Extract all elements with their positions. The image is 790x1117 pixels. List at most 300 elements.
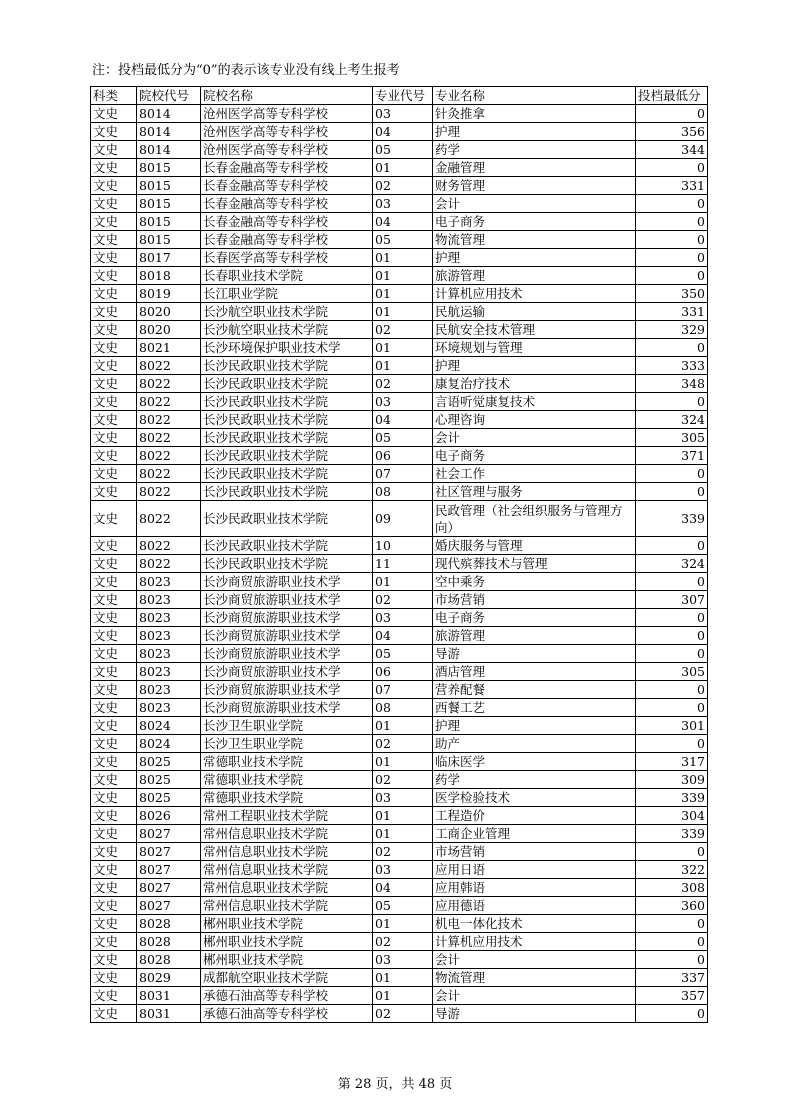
cell-school-name: 承德石油高等专科学校 [201,1005,373,1023]
cell-major-code: 01 [373,303,433,321]
cell-school-code: 8022 [137,555,201,573]
table-row [91,699,708,717]
cell-min-score: 309 [636,771,708,789]
cell-category: 文史 [91,951,137,969]
cell-major-name: 护理 [433,717,636,735]
cell-major-name: 社区管理与服务 [433,483,636,501]
table-body [91,105,708,1023]
cell-school-name: 长沙民政职业技术学院 [201,393,373,411]
cell-category: 文史 [91,717,137,735]
cell-school-code: 8015 [137,231,201,249]
page-footer [0,1073,790,1092]
cell-school-name: 承德石油高等专科学校 [201,987,373,1005]
cell-school-code: 8022 [137,501,201,537]
cell-major-code: 03 [373,609,433,627]
cell-major-code: 01 [373,573,433,591]
cell-school-code: 8027 [137,843,201,861]
cell-school-code: 8025 [137,789,201,807]
cell-min-score: 0 [636,483,708,501]
cell-major-name: 旅游管理 [433,627,636,645]
table-row [91,465,708,483]
table-row [91,843,708,861]
cell-school-code: 8020 [137,321,201,339]
table-row [91,609,708,627]
cell-school-code: 8027 [137,879,201,897]
table-row [91,483,708,501]
table-row [91,933,708,951]
table-row [91,375,708,393]
cell-school-name: 常州信息职业技术学院 [201,879,373,897]
cell-category: 文史 [91,321,137,339]
cell-category: 文史 [91,825,137,843]
cell-major-code: 04 [373,879,433,897]
table-row [91,267,708,285]
cell-major-code: 03 [373,105,433,123]
cell-major-code: 03 [373,393,433,411]
cell-major-name: 药学 [433,771,636,789]
cell-category: 文史 [91,465,137,483]
cell-category: 文史 [91,141,137,159]
table-row [91,447,708,465]
cell-major-name: 助产 [433,735,636,753]
cell-min-score: 0 [636,951,708,969]
table-row [91,735,708,753]
cell-major-name: 市场营销 [433,591,636,609]
cell-category: 文史 [91,591,137,609]
table-row [91,807,708,825]
cell-school-code: 8023 [137,681,201,699]
cell-major-name: 酒店管理 [433,663,636,681]
cell-school-name: 长春金融高等专科学校 [201,159,373,177]
cell-school-name: 长沙卫生职业学院 [201,735,373,753]
cell-school-name: 长沙民政职业技术学院 [201,375,373,393]
cell-major-code: 08 [373,699,433,717]
cell-school-name: 长沙民政职业技术学院 [201,357,373,375]
header-school-name: 院校名称 [201,87,373,105]
cell-major-code: 01 [373,807,433,825]
cell-school-name: 郴州职业技术学院 [201,915,373,933]
cell-category: 文史 [91,159,137,177]
cell-school-code: 8023 [137,627,201,645]
cell-major-name: 临床医学 [433,753,636,771]
cell-min-score: 0 [636,735,708,753]
cell-school-code: 8031 [137,987,201,1005]
cell-major-name: 西餐工艺 [433,699,636,717]
cell-school-code: 8017 [137,249,201,267]
cell-major-code: 05 [373,645,433,663]
cell-school-code: 8022 [137,429,201,447]
cell-school-code: 8023 [137,609,201,627]
cell-category: 文史 [91,555,137,573]
cell-major-code: 01 [373,159,433,177]
cell-category: 文史 [91,123,137,141]
cell-min-score: 0 [636,915,708,933]
cell-min-score: 324 [636,555,708,573]
table-row [91,1005,708,1023]
cell-min-score: 317 [636,753,708,771]
cell-major-name: 民政管理（社会组织服务与管理方向） [433,501,636,537]
cell-category: 文史 [91,915,137,933]
cell-school-code: 8014 [137,141,201,159]
cell-major-name: 营养配餐 [433,681,636,699]
cell-school-code: 8022 [137,411,201,429]
cell-major-name: 工程造价 [433,807,636,825]
cell-school-name: 长沙商贸旅游职业技术学 [201,645,373,663]
cell-school-name: 长沙民政职业技术学院 [201,483,373,501]
table-row [91,357,708,375]
cell-school-code: 8028 [137,951,201,969]
cell-major-name: 婚庆服务与管理 [433,537,636,555]
cell-major-code: 11 [373,555,433,573]
cell-min-score: 305 [636,663,708,681]
cell-major-code: 04 [373,411,433,429]
cell-category: 文史 [91,969,137,987]
cell-major-code: 08 [373,483,433,501]
cell-major-code: 05 [373,897,433,915]
cell-major-name: 应用德语 [433,897,636,915]
cell-major-name: 环境规划与管理 [433,339,636,357]
cell-category: 文史 [91,771,137,789]
cell-school-name: 长春金融高等专科学校 [201,177,373,195]
cell-min-score: 0 [636,213,708,231]
cell-major-code: 03 [373,789,433,807]
cell-school-code: 8023 [137,663,201,681]
cell-school-code: 8019 [137,285,201,303]
table-row [91,861,708,879]
cell-category: 文史 [91,735,137,753]
cell-min-score: 0 [636,537,708,555]
table-row [91,987,708,1005]
cell-min-score: 0 [636,843,708,861]
cell-major-code: 09 [373,501,433,537]
cell-major-name: 现代殡葬技术与管理 [433,555,636,573]
cell-major-name: 空中乘务 [433,573,636,591]
cell-major-code: 02 [373,1005,433,1023]
cell-major-name: 旅游管理 [433,267,636,285]
cell-major-code: 03 [373,861,433,879]
header-min-score: 投档最低分 [636,87,708,105]
cell-major-name: 导游 [433,645,636,663]
cell-category: 文史 [91,573,137,591]
table-row [91,645,708,663]
cell-min-score: 0 [636,267,708,285]
table-row [91,321,708,339]
cell-major-code: 04 [373,213,433,231]
cell-school-code: 8015 [137,195,201,213]
cell-category: 文史 [91,663,137,681]
cell-min-score: 304 [636,807,708,825]
cell-min-score: 0 [636,933,708,951]
cell-major-code: 02 [373,843,433,861]
cell-min-score: 0 [636,1005,708,1023]
cell-school-code: 8027 [137,861,201,879]
cell-category: 文史 [91,861,137,879]
cell-school-name: 成都航空职业技术学院 [201,969,373,987]
cell-major-code: 03 [373,195,433,213]
cell-category: 文史 [91,879,137,897]
cell-school-name: 长沙卫生职业学院 [201,717,373,735]
cell-category: 文史 [91,681,137,699]
cell-school-name: 长春职业技术学院 [201,267,373,285]
cell-school-code: 8015 [137,177,201,195]
cell-major-name: 电子商务 [433,213,636,231]
cell-school-code: 8024 [137,717,201,735]
cell-major-code: 02 [373,177,433,195]
table-row [91,411,708,429]
cell-school-code: 8022 [137,393,201,411]
cell-min-score: 0 [636,573,708,591]
cell-min-score: 337 [636,969,708,987]
cell-min-score: 0 [636,195,708,213]
cell-min-score: 0 [636,159,708,177]
header-major-name: 专业名称 [433,87,636,105]
cell-school-code: 8025 [137,753,201,771]
cell-school-code: 8022 [137,537,201,555]
cell-major-name: 护理 [433,357,636,375]
table-row [91,501,708,537]
cell-major-code: 01 [373,357,433,375]
cell-school-name: 长沙商贸旅游职业技术学 [201,681,373,699]
cell-category: 文史 [91,105,137,123]
table-row [91,105,708,123]
admission-score-table [90,86,708,1023]
cell-min-score: 371 [636,447,708,465]
table-row [91,825,708,843]
cell-major-code: 10 [373,537,433,555]
cell-school-name: 长沙民政职业技术学院 [201,429,373,447]
table-row [91,879,708,897]
cell-min-score: 0 [636,609,708,627]
cell-major-code: 02 [373,375,433,393]
cell-school-code: 8022 [137,375,201,393]
cell-major-name: 民航安全技术管理 [433,321,636,339]
cell-major-name: 物流管理 [433,969,636,987]
table-row [91,753,708,771]
cell-major-code: 05 [373,429,433,447]
cell-major-name: 计算机应用技术 [433,933,636,951]
cell-school-name: 常州信息职业技术学院 [201,897,373,915]
cell-school-name: 常州信息职业技术学院 [201,843,373,861]
cell-min-score: 0 [636,627,708,645]
cell-major-code: 07 [373,681,433,699]
cell-min-score: 0 [636,105,708,123]
cell-major-code: 01 [373,915,433,933]
cell-school-code: 8022 [137,465,201,483]
cell-major-name: 护理 [433,123,636,141]
cell-school-name: 常州信息职业技术学院 [201,825,373,843]
cell-min-score: 0 [636,231,708,249]
cell-category: 文史 [91,699,137,717]
table-row [91,789,708,807]
cell-school-code: 8027 [137,825,201,843]
cell-category: 文史 [91,1005,137,1023]
table-row [91,393,708,411]
cell-min-score: 350 [636,285,708,303]
cell-school-code: 8022 [137,357,201,375]
cell-category: 文史 [91,429,137,447]
cell-category: 文史 [91,987,137,1005]
cell-min-score: 0 [636,465,708,483]
table-row [91,969,708,987]
cell-school-name: 长沙民政职业技术学院 [201,501,373,537]
page-note: 注：投档最低分为“0”的表示该专业没有线上考生报考 [92,63,400,78]
cell-major-name: 计算机应用技术 [433,285,636,303]
cell-category: 文史 [91,375,137,393]
cell-school-name: 长沙环境保护职业技术学 [201,339,373,357]
cell-school-name: 常州工程职业技术学院 [201,807,373,825]
cell-school-code: 8022 [137,483,201,501]
cell-category: 文史 [91,303,137,321]
cell-school-code: 8023 [137,699,201,717]
cell-major-name: 心理咨询 [433,411,636,429]
cell-school-name: 长沙民政职业技术学院 [201,411,373,429]
table-row [91,573,708,591]
cell-category: 文史 [91,231,137,249]
header-category: 科类 [91,87,137,105]
table-row [91,123,708,141]
cell-major-name: 会计 [433,987,636,1005]
cell-major-name: 金融管理 [433,159,636,177]
cell-major-name: 会计 [433,429,636,447]
cell-school-name: 长春金融高等专科学校 [201,195,373,213]
cell-min-score: 307 [636,591,708,609]
cell-major-name: 会计 [433,951,636,969]
cell-major-code: 01 [373,987,433,1005]
table-row [91,915,708,933]
cell-min-score: 0 [636,393,708,411]
cell-major-code: 01 [373,753,433,771]
cell-school-name: 长沙商贸旅游职业技术学 [201,609,373,627]
table-row [91,177,708,195]
cell-major-name: 电子商务 [433,609,636,627]
cell-min-score: 357 [636,987,708,1005]
cell-school-name: 长江职业学院 [201,285,373,303]
table-row [91,555,708,573]
cell-category: 文史 [91,177,137,195]
cell-major-code: 01 [373,969,433,987]
cell-major-code: 01 [373,267,433,285]
cell-major-name: 应用日语 [433,861,636,879]
cell-category: 文史 [91,807,137,825]
cell-category: 文史 [91,483,137,501]
cell-min-score: 333 [636,357,708,375]
cell-major-code: 02 [373,321,433,339]
cell-major-name: 电子商务 [433,447,636,465]
cell-min-score: 331 [636,303,708,321]
table-row [91,159,708,177]
cell-min-score: 0 [636,339,708,357]
cell-min-score: 331 [636,177,708,195]
cell-major-code: 07 [373,465,433,483]
table-row [91,627,708,645]
cell-major-name: 民航运输 [433,303,636,321]
cell-major-name: 康复治疗技术 [433,375,636,393]
cell-school-code: 8018 [137,267,201,285]
header-major-code: 专业代号 [373,87,433,105]
table-row [91,897,708,915]
cell-school-name: 长春金融高等专科学校 [201,213,373,231]
cell-category: 文史 [91,609,137,627]
cell-category: 文史 [91,645,137,663]
cell-min-score: 308 [636,879,708,897]
cell-min-score: 339 [636,501,708,537]
cell-min-score: 301 [636,717,708,735]
cell-category: 文史 [91,897,137,915]
cell-school-code: 8026 [137,807,201,825]
cell-major-name: 物流管理 [433,231,636,249]
cell-category: 文史 [91,339,137,357]
cell-major-name: 应用韩语 [433,879,636,897]
cell-school-name: 长沙商贸旅游职业技术学 [201,627,373,645]
cell-major-code: 05 [373,231,433,249]
cell-school-code: 8020 [137,303,201,321]
table-row [91,339,708,357]
cell-school-name: 沧州医学高等专科学校 [201,123,373,141]
cell-school-name: 长沙航空职业技术学院 [201,321,373,339]
cell-min-score: 0 [636,645,708,663]
cell-school-name: 长沙商贸旅游职业技术学 [201,663,373,681]
cell-school-name: 常州信息职业技术学院 [201,861,373,879]
cell-category: 文史 [91,627,137,645]
cell-category: 文史 [91,357,137,375]
cell-major-code: 03 [373,951,433,969]
cell-school-name: 常德职业技术学院 [201,753,373,771]
cell-major-name: 导游 [433,1005,636,1023]
cell-category: 文史 [91,843,137,861]
table-row [91,717,708,735]
page-number: 第 28 页，共 48 页 [337,1077,453,1092]
cell-major-name: 社会工作 [433,465,636,483]
cell-major-code: 01 [373,339,433,357]
cell-category: 文史 [91,393,137,411]
cell-school-name: 沧州医学高等专科学校 [201,141,373,159]
cell-major-name: 财务管理 [433,177,636,195]
cell-major-code: 02 [373,591,433,609]
cell-school-code: 8023 [137,573,201,591]
cell-school-code: 8014 [137,123,201,141]
cell-min-score: 324 [636,411,708,429]
cell-category: 文史 [91,267,137,285]
cell-min-score: 339 [636,825,708,843]
cell-major-code: 01 [373,249,433,267]
table-row [91,303,708,321]
cell-min-score: 305 [636,429,708,447]
table-row [91,231,708,249]
cell-school-code: 8014 [137,105,201,123]
cell-school-name: 郴州职业技术学院 [201,933,373,951]
cell-category: 文史 [91,249,137,267]
cell-major-name: 市场营销 [433,843,636,861]
cell-school-code: 8023 [137,591,201,609]
cell-school-code: 8028 [137,933,201,951]
cell-major-name: 针灸推拿 [433,105,636,123]
cell-school-name: 长沙民政职业技术学院 [201,555,373,573]
cell-min-score: 348 [636,375,708,393]
cell-school-code: 8023 [137,645,201,663]
cell-min-score: 356 [636,123,708,141]
cell-major-code: 05 [373,141,433,159]
cell-min-score: 360 [636,897,708,915]
table-row [91,285,708,303]
table-row [91,951,708,969]
cell-major-name: 医学检验技术 [433,789,636,807]
table-row [91,213,708,231]
cell-school-name: 长沙航空职业技术学院 [201,303,373,321]
cell-school-code: 8022 [137,447,201,465]
cell-min-score: 322 [636,861,708,879]
cell-school-code: 8027 [137,897,201,915]
cell-school-code: 8029 [137,969,201,987]
